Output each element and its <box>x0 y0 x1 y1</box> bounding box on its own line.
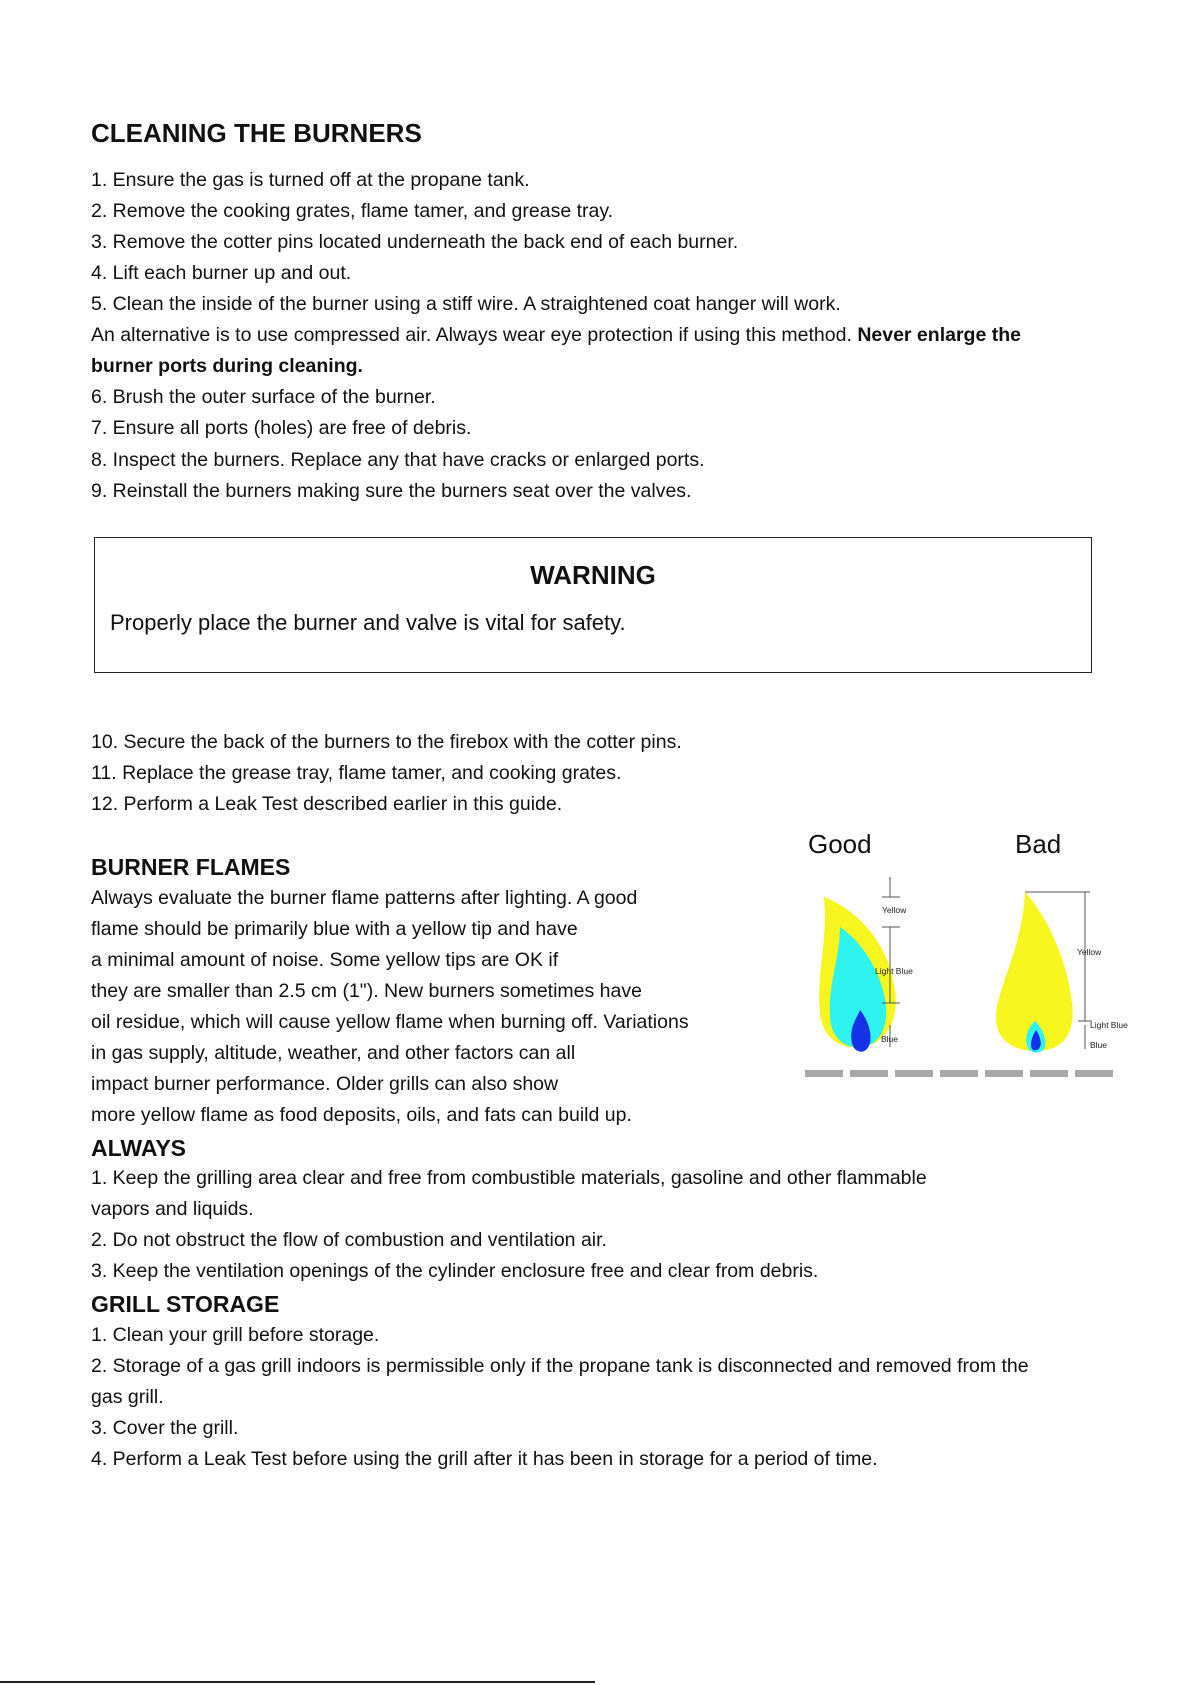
cleaning-step: 9. Reinstall the burners making sure the burners seat over the valves. <box>91 480 692 502</box>
alternative-text: An alternative is to use compressed air. Always wear eye protection if using this method. <box>91 324 858 346</box>
cleaning-step: 3. Remove the cotter pins located underneath the back end of each burner. <box>91 231 739 253</box>
storage-line: 1. Clean your grill before storage. <box>91 1324 380 1346</box>
flames-text-line: more yellow flame as food deposits, oils, and fats can build up. <box>91 1104 632 1126</box>
good-label: Good <box>808 829 872 859</box>
always-heading: ALWAYS <box>91 1135 187 1161</box>
alternative-bold: Never enlarge the <box>857 324 1021 346</box>
cleaning-step: 8. Inspect the burners. Replace any that have cracks or enlarged ports. <box>91 449 705 471</box>
always-line: 2. Do not obstruct the flow of combustion and ventilation air. <box>91 1229 607 1251</box>
footer-rule <box>0 1681 595 1683</box>
cleaning-step: 10. Secure the back of the burners to the firebox with the cotter pins. <box>91 731 682 753</box>
cleaning-step: 4. Lift each burner up and out. <box>91 262 352 284</box>
cleaning-step: 1. Ensure the gas is turned off at the propane tank. <box>91 169 530 191</box>
cleaning-step: 5. Clean the inside of the burner using a stiff wire. A straightened coat hanger will work. <box>91 293 841 315</box>
cleaning-step: 12. Perform a Leak Test described earlier in this guide. <box>91 793 563 815</box>
cleaning-step: 11. Replace the grease tray, flame tamer, and cooking grates. <box>91 762 622 784</box>
bad-label: Bad <box>1015 829 1062 859</box>
always-line: 3. Keep the ventilation openings of the cylinder enclosure free and clear from debris. <box>91 1260 819 1282</box>
flames-text-line: a minimal amount of noise. Some yellow tips are OK if <box>91 949 559 971</box>
bad-blue-label: Blue <box>1090 1040 1108 1050</box>
burner-flames-heading: BURNER FLAMES <box>91 854 291 880</box>
flame-diagram <box>800 825 1140 1085</box>
warning-box <box>94 537 1092 673</box>
cleaning-step: 2. Remove the cooking grates, flame tamer, and grease tray. <box>91 200 614 222</box>
storage-line: 2. Storage of a gas grill indoors is permissible only if the propane tank is disconnected and removed from the <box>91 1355 1029 1377</box>
storage-line: 3. Cover the grill. <box>91 1417 239 1439</box>
cleaning-step: 6. Brush the outer surface of the burner. <box>91 386 436 408</box>
bad-light-blue-label: Light Blue <box>1090 1020 1128 1030</box>
flames-text-line: impact burner performance. Older grills can also show <box>91 1073 559 1095</box>
flames-text-line: in gas supply, altitude, weather, and other factors can all <box>91 1042 576 1064</box>
flames-text-line: oil residue, which will cause yellow flame when burning off. Variations <box>91 1011 689 1033</box>
good-light-blue-label: Light Blue <box>875 966 913 976</box>
burner-base <box>805 1070 1113 1077</box>
always-line: vapors and liquids. <box>91 1198 254 1220</box>
flames-text-line: they are smaller than 2.5 cm (1"). New burners sometimes have <box>91 980 642 1002</box>
warning-title: WARNING <box>530 560 656 590</box>
cleaning-step: 7. Ensure all ports (holes) are free of debris. <box>91 417 472 439</box>
bad-yellow-label: Yellow <box>1077 947 1102 957</box>
cleaning-alternative <box>91 320 1021 351</box>
storage-line: 4. Perform a Leak Test before using the grill after it has been in storage for a period of time. <box>91 1448 878 1470</box>
flames-text-line: flame should be primarily blue with a yellow tip and have <box>91 918 578 940</box>
good-blue-label: Blue <box>881 1034 899 1044</box>
alternative-bold-cont: burner ports during cleaning. <box>91 355 363 377</box>
flames-text-line: Always evaluate the burner flame patterns after lighting. A good <box>91 887 638 909</box>
good-yellow-label: Yellow <box>882 905 907 915</box>
storage-heading: GRILL STORAGE <box>91 1291 280 1317</box>
warning-text: Properly place the burner and valve is vital for safety. <box>110 610 626 635</box>
storage-line: gas grill. <box>91 1386 164 1408</box>
cleaning-heading: CLEANING THE BURNERS <box>91 118 422 148</box>
always-line: 1. Keep the grilling area clear and free from combustible materials, gasoline and other flammable <box>91 1167 927 1189</box>
